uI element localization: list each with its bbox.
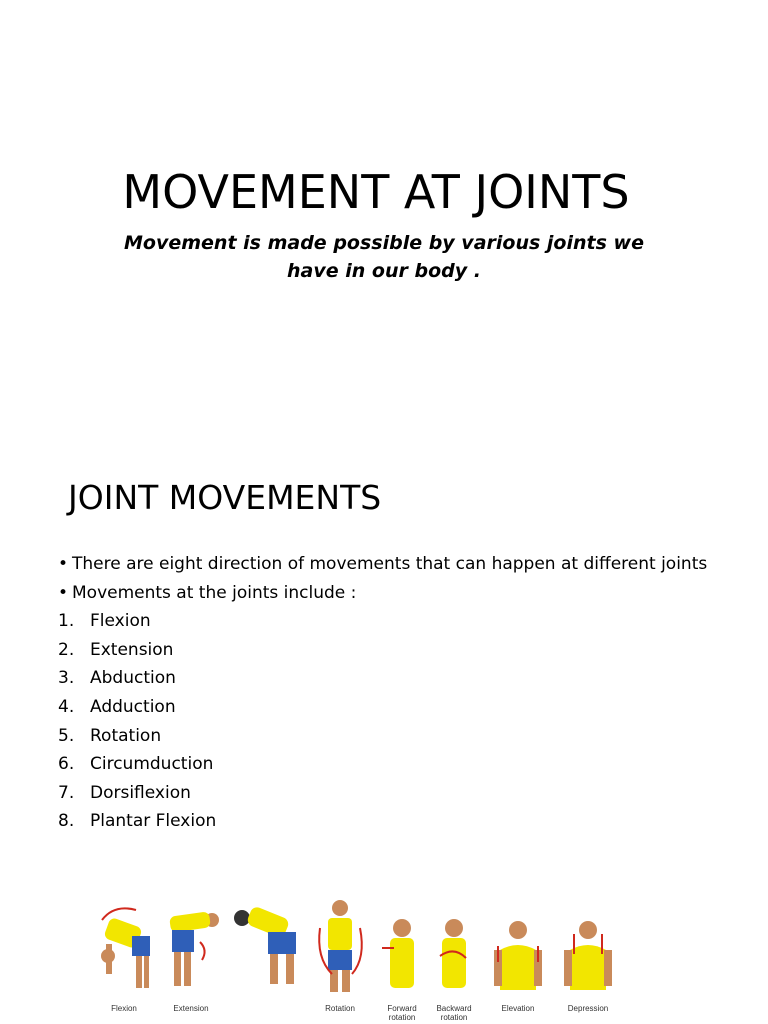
list-text: Dorsiflexion: [90, 782, 191, 803]
rotation-figure-icon: [312, 898, 368, 1002]
figure-caption: Backward rotation: [436, 1004, 472, 1022]
backward-rotation-figure-icon: [432, 898, 476, 1002]
elevation-figure: [490, 898, 546, 1024]
forward-rotation-figure: [380, 898, 424, 1024]
movement-list: [58, 550, 748, 836]
list-text: Flexion: [90, 611, 151, 632]
trunk-bend-figure-icon: [230, 898, 302, 1002]
figure-caption: Rotation: [325, 1004, 355, 1013]
depression-figure: [560, 898, 616, 1024]
figure-caption: Extension: [173, 1004, 209, 1013]
forward-rotation-figure-icon: [380, 898, 424, 1002]
bullet-icon: •: [58, 582, 69, 603]
list-text: Rotation: [90, 725, 162, 746]
list-item: [58, 693, 748, 722]
list-text: Adduction: [90, 696, 176, 717]
figure-caption: Elevation: [501, 1004, 535, 1013]
figure-caption: Flexion: [111, 1004, 137, 1013]
slide-title: MOVEMENT AT JOINTS: [122, 165, 630, 219]
list-number: 3.: [58, 668, 75, 689]
bullet-text: Movements at the joints include :: [72, 582, 357, 603]
list-number: 1.: [58, 611, 75, 632]
slide-subtitle: Movement is made possible by various joints we have in our body .: [124, 232, 644, 282]
figure-caption: Depression: [567, 1004, 609, 1013]
list-text: Plantar Flexion: [90, 811, 217, 832]
list-item: [58, 779, 748, 808]
list-item: [58, 664, 748, 693]
bullet-icon: •: [58, 554, 69, 574]
list-number: 7.: [58, 782, 75, 803]
trunk-bend-figure: [230, 898, 302, 1024]
list-item: [58, 807, 748, 836]
figure-caption: Forward rotation: [387, 1004, 417, 1022]
list-item: [58, 636, 748, 665]
list-item: [58, 607, 748, 636]
list-number: 8.: [58, 811, 75, 832]
title-slide: [0, 0, 768, 438]
joint-movements-slide: [0, 438, 768, 1024]
list-number: 4.: [58, 696, 75, 717]
list-item: [58, 722, 748, 751]
flexion-figure-icon: [96, 898, 152, 1002]
list-text: Abduction: [90, 668, 176, 689]
flexion-figure: [96, 898, 152, 1024]
rotation-figure: [312, 898, 368, 1024]
list-number: 6.: [58, 754, 75, 775]
bullet-text: There are eight direction of movements that can happen at different joints: [72, 554, 708, 574]
list-item: [58, 750, 748, 779]
extension-figure-icon: [162, 898, 220, 1002]
backward-rotation-figure: [432, 898, 476, 1024]
movement-illustrations: [90, 898, 630, 1024]
list-text: Circumduction: [90, 754, 214, 775]
depression-figure-icon: [560, 898, 616, 1002]
elevation-figure-icon: [490, 898, 546, 1002]
bullet-item: [58, 579, 748, 608]
list-number: 5.: [58, 725, 75, 746]
bullet-item: [58, 550, 748, 579]
list-number: 2.: [58, 639, 75, 660]
list-text: Extension: [90, 639, 174, 660]
extension-figure: [162, 898, 220, 1024]
section-title: JOINT MOVEMENTS: [68, 478, 382, 517]
